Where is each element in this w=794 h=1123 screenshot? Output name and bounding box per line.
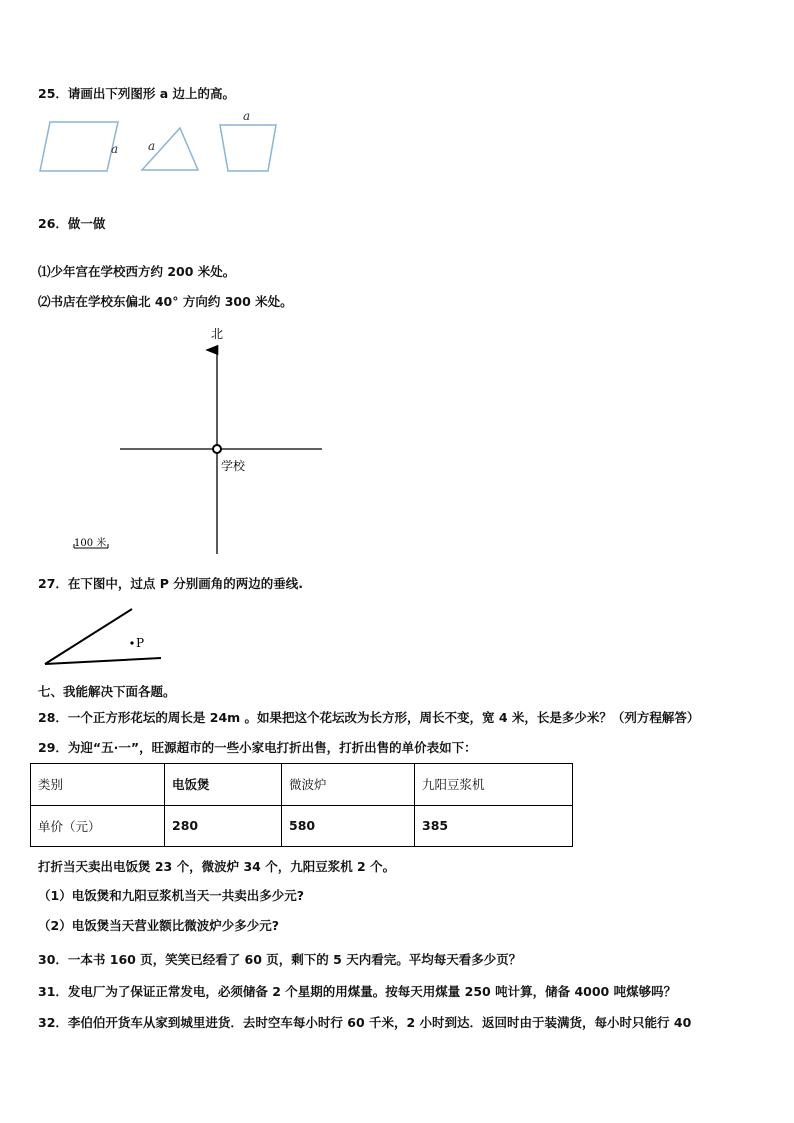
q30-line xyxy=(38,950,521,968)
table-cell: 385 xyxy=(415,805,573,847)
q28-number: 28． xyxy=(38,710,68,725)
q31-text: 发电厂为了保证正常发电，必须储备 2 个星期的用煤量。按每天用煤量 250 吨计算，储备 4000 吨煤够吗？ xyxy=(67,984,677,999)
scale-label: 100 米 xyxy=(74,538,107,549)
q25-text: 请画出下列图形 a 边上的高。 xyxy=(67,86,236,101)
q26-title: 做一做 xyxy=(67,216,106,231)
trapezoid-label-a: a xyxy=(243,109,251,123)
table-cell: 类别 xyxy=(31,764,165,806)
q26-number: 26． xyxy=(38,216,68,231)
q25-line xyxy=(38,84,235,102)
q29-sub2: （2）电饭煲当天营业额比微波炉少多少元? xyxy=(38,918,279,933)
q28-line xyxy=(38,708,699,726)
angle-side-lower xyxy=(45,658,161,664)
q32-line xyxy=(38,1013,691,1031)
table-cell: 580 xyxy=(282,805,415,847)
angle-diagram xyxy=(40,603,170,669)
q25-shapes xyxy=(30,108,300,180)
parallelogram-label-a: a xyxy=(111,142,119,156)
q25-number: 25． xyxy=(38,86,68,101)
q32-text: 李伯伯开货车从家到城里进货．去时空车每小时行 60 千米，2 小时到达．返回时由于装满货，每小时只能行 40 xyxy=(67,1015,692,1030)
table-cell: 280 xyxy=(165,805,282,847)
north-label: 北 xyxy=(211,327,224,341)
table-cell: 电饭煲 xyxy=(165,764,282,806)
point-p-label: P xyxy=(136,636,145,650)
price-table-row xyxy=(31,805,573,847)
q29-number: 29． xyxy=(38,740,68,755)
school-label: 学校 xyxy=(221,459,246,473)
q26-item1: ⑴少年宫在学校西方约 200 米处。 xyxy=(38,264,236,279)
q30-number: 30． xyxy=(38,952,68,967)
trapezoid-shape xyxy=(220,125,276,171)
q30-text: 一本书 160 页，笑笑已经看了 60 页，剩下的 5 天内看完。平均每天看多少页？ xyxy=(67,952,522,967)
q28-text: 一个正方形花坛的周长是 24m 。如果把这个花坛改为长方形，周长不变，宽 4 米，长是多少米？（列方程解答） xyxy=(67,710,700,725)
q26-heading xyxy=(38,214,105,232)
price-table xyxy=(30,763,573,847)
q26-item2: ⑵书店在学校东偏北 40° 方向约 300 米处。 xyxy=(38,294,293,309)
q29-sub1: （1）电饭煲和九阳豆浆机当天一共卖出多少元? xyxy=(38,888,304,903)
q31-number: 31． xyxy=(38,984,68,999)
triangle-label-a: a xyxy=(148,139,156,153)
table-cell: 微波炉 xyxy=(282,764,415,806)
section7-title: 七、我能解决下面各题。 xyxy=(38,684,176,699)
q29-text: 为迎“五·一”，旺源超市的一些小家电打折出售，打折出售的单价表如下： xyxy=(67,740,477,755)
table-cell: 九阳豆浆机 xyxy=(415,764,573,806)
point-p xyxy=(130,641,133,644)
q29-sales: 打折当天卖出电饭煲 23 个，微波炉 34 个，九阳豆浆机 2 个。 xyxy=(38,859,396,874)
q27-number: 27． xyxy=(38,576,68,591)
q31-line xyxy=(38,982,676,1000)
angle-side-upper xyxy=(45,609,132,664)
school-point xyxy=(213,445,221,453)
q27-line xyxy=(38,574,303,592)
q32-number: 32． xyxy=(38,1015,68,1030)
direction-diagram xyxy=(60,320,350,560)
price-table-header-row xyxy=(31,764,573,806)
parallelogram-shape xyxy=(40,122,118,171)
q27-text: 在下图中，过点 P 分别画角的两边的垂线. xyxy=(67,576,304,591)
q29-line xyxy=(38,738,477,756)
table-cell: 单价（元） xyxy=(31,805,165,847)
